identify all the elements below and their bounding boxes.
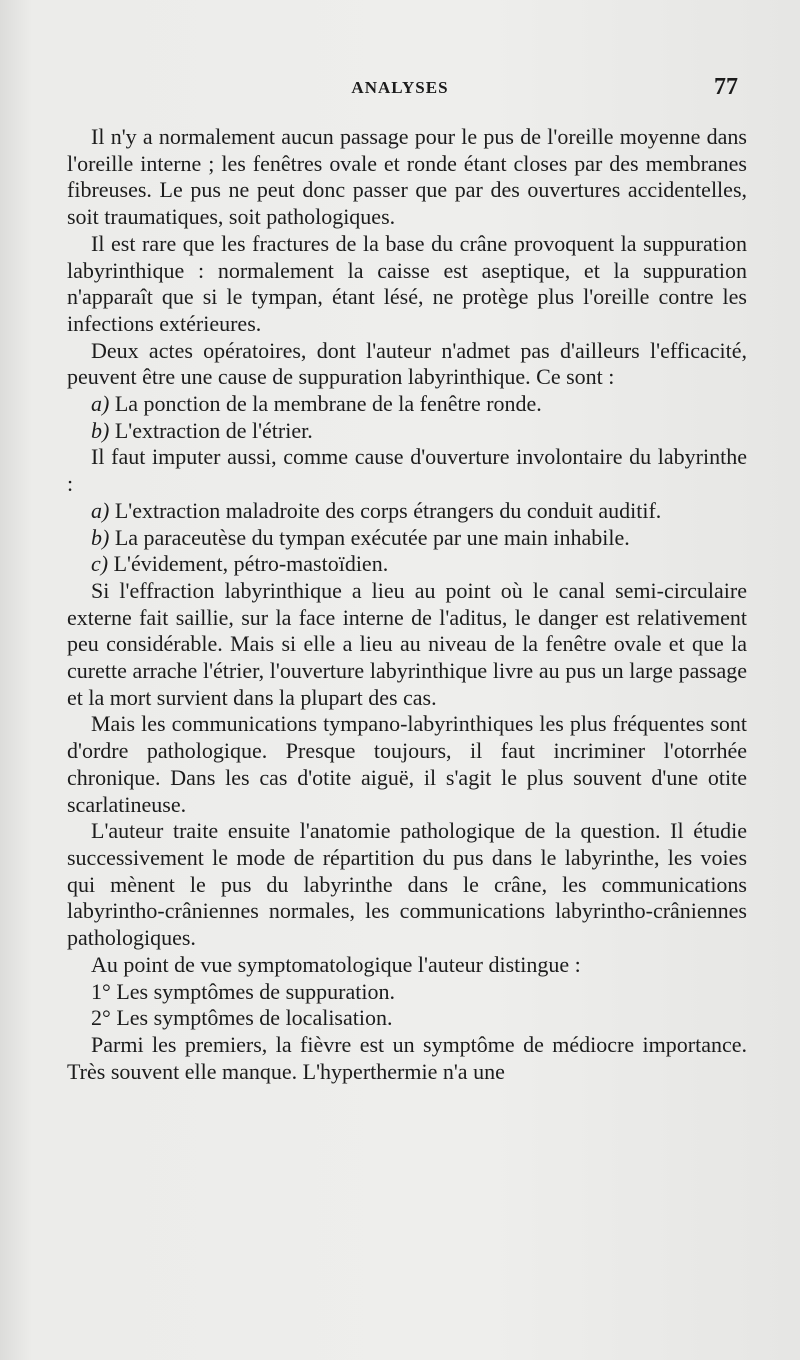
list-marker: a) xyxy=(91,391,110,417)
paragraph: Il n'y a normalement aucun passage pour le pus de l'oreille moyenne dans l'oreille interne ; les fenêtres ovale et ronde étant closes par des membranes fibreuses. Le pus ne peut donc passer que par des ouvertures accidentelles, soit traumatiques, soit pathologiques. xyxy=(67,124,747,230)
paragraph: Il est rare que les fractures de la base du crâne provoquent la suppuration labyrinthique : normalement la caisse est aseptique, et la suppuration n'apparaît que si le tympan, étant lésé, ne protège plus l'oreille contre les infections extérieures. xyxy=(67,230,747,336)
list-marker: a) xyxy=(91,497,110,523)
list-item: b) La paraceutèse du tympan exécutée par une main inhabile. xyxy=(91,524,630,550)
list-item: a) La ponction de la membrane de la fenêtre ronde. xyxy=(91,391,542,417)
list-marker: 1° xyxy=(91,978,111,1004)
list-item: 2° Les symptômes de localisation. xyxy=(91,1005,393,1031)
list-item: 1° Les symptômes de suppuration. xyxy=(91,978,395,1004)
list-marker: b) xyxy=(91,417,110,443)
running-title: ANALYSES xyxy=(351,78,449,97)
list-marker: b) xyxy=(91,524,110,550)
page-number: 77 xyxy=(714,74,738,100)
page-header xyxy=(0,74,800,104)
list-item: a) L'extraction maladroite des corps étrangers du conduit auditif. xyxy=(91,497,662,523)
paragraph: L'auteur traite ensuite l'anatomie pathologique de la question. Il étudie successivement le mode de répartition du pus dans le labyrinthe, les voies qui mènent le pus du labyrinthe dans le crâne, les communications labyrintho-crâniennes normales, les communications labyrintho-crâniennes pathologiques. xyxy=(67,818,747,951)
list-item: c) L'évidement, pétro-mastoïdien. xyxy=(91,551,389,577)
paragraph: Mais les communications tympano-labyrinthiques les plus fréquentes sont d'ordre pathologique. Presque toujours, il faut incriminer l'otorrhée chronique. Dans les cas d'otite aiguë, il s'agit le plus souvent d'une otite scarlatineuse. xyxy=(67,711,747,817)
paragraph: Si l'effraction labyrinthique a lieu au point où le canal semi-circulaire externe fait saillie, sur la face interne de l'aditus, le danger est relativement peu considérable. Mais si elle a lieu au niveau de la fenêtre ovale et que la curette arrache l'étrier, l'ouverture labyrinthique livre au pus un large passage et la mort survient dans la plupart des cas. xyxy=(67,577,747,710)
list-marker: c) xyxy=(91,551,109,577)
paragraph: Au point de vue symptomatologique l'auteur distingue : xyxy=(91,951,581,977)
paragraph: Il faut imputer aussi, comme cause d'ouverture involontaire du labyrinthe : xyxy=(67,444,747,497)
paragraph: Parmi les premiers, la fièvre est un symptôme de médiocre importance. Très souvent elle manque. L'hyperthermie n'a une xyxy=(67,1031,747,1084)
paragraph: Deux actes opératoires, dont l'auteur n'admet pas d'ailleurs l'efficacité, peuvent être une cause de suppuration labyrinthique. Ce sont : xyxy=(67,337,747,390)
body-text xyxy=(67,124,747,1085)
list-item: b) L'extraction de l'étrier. xyxy=(91,417,313,443)
list-marker: 2° xyxy=(91,1005,111,1031)
